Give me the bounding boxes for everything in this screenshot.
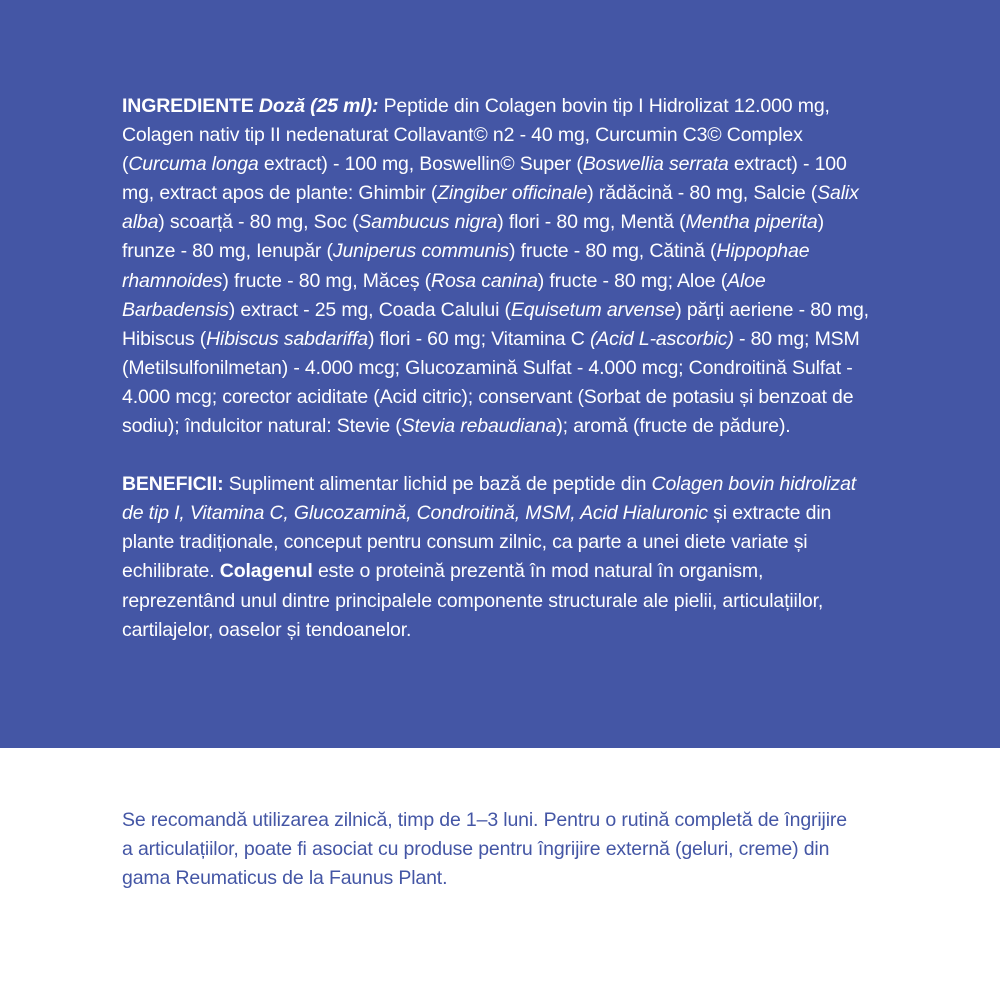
- ingredient-text: - 80 mg; MSM (Metilsulfonilmetan) - 4.000 mcg; Glucozamină Sulfat - 4.000 mcg; Condroitină Sulfat - 4.000 mcg; corector aciditate (Acid citric); conservant (Sorbat de potasiu și benzoat de sodiu); îndulcitor natural: Stevie (: [122, 327, 860, 438]
- latin-name: Mentha piperita: [685, 211, 818, 234]
- panel-content: [122, 92, 874, 645]
- ingredient-text: ) frunze - 80 mg, Ienupăr (: [122, 211, 824, 263]
- latin-name: (Acid L-ascorbic): [589, 327, 734, 350]
- ingredient-text: ) flori - 60 mg; Vitamina C: [368, 327, 590, 350]
- ingredient-text: ) rădăcină - 80 mg, Salcie (: [587, 182, 818, 205]
- ingredients-paragraph: [122, 92, 874, 441]
- latin-name: Aloe Barbadensis: [122, 269, 766, 321]
- ingredient-text: ); aromă (fructe de pădure).: [556, 415, 791, 438]
- ingredients-heading: INGREDIENTE: [122, 95, 254, 117]
- benefits-ingredients-italic: Colagen bovin hidrolizat de tip I, Vitamina C, Glucozamină, Condroitină, MSM, Acid Hialuronic: [122, 473, 857, 525]
- benefits-text-2: și extracte din plante tradiționale, conceput pentru consum zilnic, ca parte a unei diete variate și echilibrate.: [122, 502, 832, 583]
- ingredient-text: Peptide din Colagen bovin tip I Hidrolizat 12.000 mg, Colagen nativ tip II nedenaturat Collavant© n2 - 40 mg, Curcumin C3© Complex (: [122, 95, 830, 176]
- collagen-bold: Colagenul: [219, 560, 313, 583]
- latin-name: Zingiber officinale: [437, 182, 588, 205]
- ingredient-text: ) scoarță - 80 mg, Soc (: [158, 211, 359, 234]
- latin-name: Stevia rebaudiana: [401, 415, 557, 438]
- ingredient-text: extract) - 100 mg, Boswellin© Super (: [258, 153, 583, 176]
- latin-name: Boswellia serrata: [582, 153, 729, 176]
- latin-name: Salix alba: [122, 182, 859, 234]
- benefits-text-1: Supliment alimentar lichid pe bază de peptide din: [223, 473, 652, 496]
- recommendation-block: [122, 806, 862, 893]
- ingredient-text: ) fructe - 80 mg, Măceș (: [222, 269, 432, 292]
- recommendation-text: Se recomandă utilizarea zilnică, timp de 1–3 luni. Pentru o rutină completă de îngrijire a articulațiilor, poate fi asociat cu produse pentru îngrijire externă (geluri, creme) din gama Reumaticus de la Faunus Plant.: [122, 809, 847, 890]
- latin-name: Hippophae rhamnoides: [122, 240, 810, 292]
- benefits-paragraph: [122, 470, 874, 645]
- ingredient-text: ) fructe - 80 mg, Cătină (: [508, 240, 717, 263]
- latin-name: Curcuma longa: [128, 153, 259, 176]
- benefits-heading: BENEFICII:: [122, 473, 224, 496]
- ingredient-text: ) fructe - 80 mg; Aloe (: [537, 269, 728, 292]
- ingredient-text: ) extract - 25 mg, Coada Calului (: [228, 298, 511, 321]
- ingredients-list: [122, 95, 869, 437]
- ingredient-text: ) flori - 80 mg, Mentă (: [497, 211, 686, 234]
- latin-name: Equisetum arvense: [510, 298, 676, 321]
- latin-name: Juniperus communis: [332, 240, 509, 263]
- latin-name: Rosa canina: [431, 269, 538, 292]
- ingredient-text: ) părți aeriene - 80 mg, Hibiscus (: [122, 298, 869, 350]
- latin-name: Sambucus nigra: [358, 211, 498, 234]
- latin-name: Hibiscus sabdariffa: [206, 327, 369, 350]
- ingredient-text: extract) - 100 mg, extract apos de plante: Ghimbir (: [122, 153, 847, 205]
- benefits-text-3: este o proteină prezentă în mod natural în organism, reprezentând unul dintre principalele componente structurale ale pielii, articulațiilor, cartilajelor, oaselor și tendoanelor.: [122, 560, 824, 641]
- dose-label: Doză (25 ml):: [258, 95, 379, 117]
